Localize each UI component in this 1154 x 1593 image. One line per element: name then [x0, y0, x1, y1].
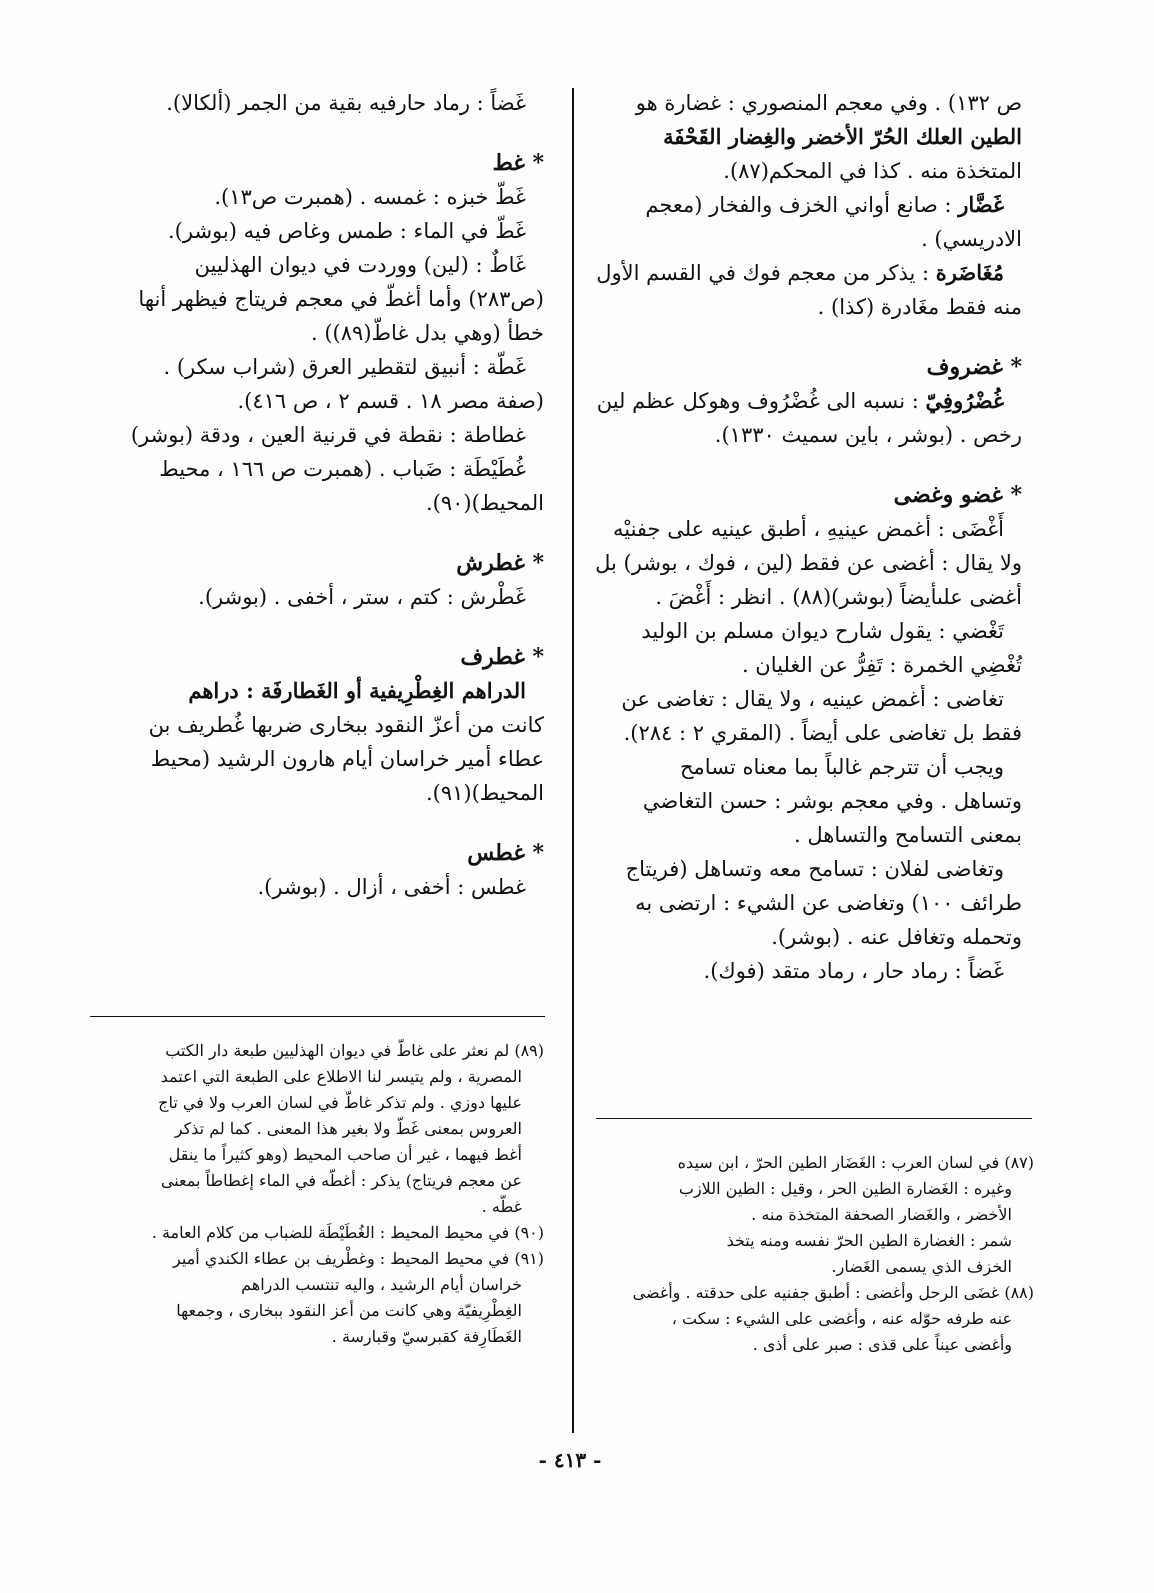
footnotes-right — [596, 1150, 1034, 1358]
entry-definition: : نسبه الى غُضْرُوف وهوكل عظم لين — [596, 389, 926, 413]
text-line: (ص٢٨٣) وأما أغطّ في معجم فريتاج فيظهر أنها — [138, 287, 544, 311]
text-line: غُطَيْطَة : ضَباب . (همبرت ص ١٦٦ ، محيط — [159, 457, 526, 481]
text-line: كانت من أعزّ النقود ببخارى ضربها غُطريف بن — [148, 713, 544, 737]
text-line: عطاء أمير خراسان أيام هارون الرشيد (محيط — [150, 747, 544, 771]
text-line: تغاضى : أغمض عينيه ، ولا يقال : تغاضى عن — [621, 687, 1004, 711]
text-line: غَطّ في الماء : طمس وغاص فيه (بوشر). — [167, 219, 526, 243]
text-line: تَغْضي : يقول شارح ديوان مسلم بن الوليد — [641, 619, 1004, 643]
text-line: طرائف ١٠٠) وتغاضى عن الشيء : ارتضى به — [635, 891, 1022, 915]
text-line: المتخذة منه . كذا في المحكم(٨٧). — [723, 159, 1022, 183]
root-heading: * غط — [492, 150, 544, 176]
text-line: غَضاً : رماد حارفيه بقية من الجمر (ألكالا). — [166, 91, 526, 115]
root-heading: * غطرش — [456, 550, 544, 576]
text-line: منه فقط مغَادرة (كذا) . — [817, 295, 1022, 319]
text-line: ص ١٣٢) . وفي معجم المنصوري : غضارة هو — [635, 91, 1022, 115]
footnote-line: العروس بمعنى غَطّ ولا بغير هذا المعنى . كما لم تذكر — [174, 1119, 522, 1138]
footnote-line: (٨٩) لم نعثر على غاطّ في ديوان الهذليين طبعة دار الكتب — [165, 1041, 544, 1060]
text-line: تُغْضِي الخمرة : تَفِرُّ عن الغليان . — [741, 653, 1022, 677]
text-line: غَطْرش : كتم ، ستر ، أخفى . (بوشر). — [198, 585, 526, 609]
text-line: غَطّ خبزه : غمسه . (همبرت ص١٣). — [214, 185, 526, 209]
text-line: ويجب أن تترجم غالباً بما معناه تسامح — [680, 755, 1004, 779]
text-line: (صفة مصر ١٨ . قسم ٢ ، ص ٤١٦). — [237, 389, 544, 413]
footnote-line: الخزف الذي يسمى الغَضار. — [831, 1257, 1012, 1276]
text-line: غَاطٌ : (لين) ووردت في ديوان الهذليين — [194, 253, 526, 277]
footnote-line: (٨٨) غضَى الرحل وأغضى : أطبق جفنيه على حدقته . وأغضى — [632, 1283, 1034, 1302]
text-line: فقط بل تغاضى على أيضاً . (المقري ٢ : ٢٨٤). — [623, 721, 1022, 745]
text-line: غطس : أخفى ، أزال . (بوشر). — [257, 875, 526, 899]
text-line: رخص . (بوشر ، باين سميث ١٣٣٠). — [714, 423, 1022, 447]
text-line: وتساهل . وفي معجم بوشر : حسن التغاضي — [642, 789, 1022, 813]
footnote-line: وغيره : الغَضارة الطين الحر ، وقيل : الطين اللازب — [678, 1179, 1012, 1198]
footnotes-left — [96, 1038, 544, 1350]
text-line: ولا يقال : أغضى عن فقط (لين ، فوك ، بوشر) بل — [595, 551, 1022, 575]
text-line: وتحمله وتغافل عنه . (بوشر). — [771, 925, 1022, 949]
entry-mughadara — [582, 256, 1022, 290]
right-column — [582, 86, 1022, 988]
page-number: - ٤١٣ - — [538, 1448, 602, 1472]
footnote-line: غطّه . — [481, 1197, 522, 1216]
text-line: وتغاضى لفلان : تسامح معه وتساهل (فريتاج — [625, 857, 1004, 881]
footnote-line: أغط فيهما ، غير أن صاحب المحيط (وهو كثيراً ما ينقل — [168, 1145, 522, 1164]
footnote-line: عنه طرفه حوّله عنه ، وأغضى على الشيء : سكت ، — [671, 1309, 1012, 1328]
text-line: خطأ (وهي بدل غاطّ(٨٩)) . — [311, 321, 544, 345]
entry-term: غُضْرُوفِيّ — [925, 388, 1004, 413]
text-line: المحيط)(٩٠). — [425, 491, 544, 515]
footnote-line: (٩١) في محيط المحيط : وغطْريف بن عطاء الكندي أمير — [173, 1249, 544, 1268]
entry-term: غَضَّار — [958, 192, 1004, 217]
footnote-line: عن معجم فريتاج) يذكر : أغطّه في الماء إغطاطاً بمعنى — [160, 1171, 522, 1190]
text-line: غَضاً : رماد حار ، رماد متقد (فوك). — [703, 959, 1004, 983]
left-column — [96, 86, 544, 904]
entry-definition: : صانع أواني الخزف والفخار (معجم — [645, 193, 959, 217]
footnote-line: خراسان أيام الرشيد ، واليه تنتسب الدراهم — [241, 1275, 522, 1294]
root-heading: * غضروف — [926, 354, 1022, 380]
footnote-divider — [90, 1016, 545, 1017]
text-line: الادريسي) . — [921, 227, 1022, 251]
text-line: المحيط)(٩١). — [425, 781, 544, 805]
entry-definition: : يذكر من معجم فوك في القسم الأول — [596, 261, 936, 285]
footnote-line: الأخضر ، والغَضار الصحفة المتخذة منه . — [751, 1205, 1012, 1224]
text-line: الدراهم الغِطْرِيفية أو الغَطارفَة : دراهم — [188, 678, 526, 703]
footnote-line: شمر : الغضارة الطين الحرّ نفسه ومنه يتخذ — [726, 1231, 1012, 1250]
footnote-line: المصرية ، ولم يتيسر لنا الاطلاع على الطبعة التي اعتمد — [160, 1067, 522, 1086]
footnote-line: الغِطْرِيفيّة وهي كانت من أعز النقود ببخارى ، وجمعها — [176, 1301, 522, 1320]
footnote-line: (٨٧) في لسان العرب : الغَضَار الطين الحرّ ، ابن سيده — [677, 1153, 1034, 1172]
root-heading: * غضو وغضى — [893, 482, 1022, 508]
text-line: غَطّة : أنبيق لتقطير العرق (شراب سكر) . — [163, 355, 526, 379]
text-line: الطين العلك الحُرّ الأخضر والغِضار القَحْفَة — [663, 124, 1022, 149]
text-line: أَغْضَى : أغمض عينيهِ ، أطبق عينيه على جفنيْه — [613, 517, 1004, 541]
text-line: بمعنى التسامح والتساهل . — [794, 823, 1022, 847]
entry-term: مُغَاضَرة — [935, 260, 1004, 285]
entry-ghudrufi — [582, 384, 1022, 418]
column-divider — [572, 88, 574, 1433]
entry-ghaddar — [582, 188, 1022, 222]
footnote-line: الغَطَارِفة كقبرسيّ وقبارسة . — [331, 1327, 522, 1346]
root-heading: * غطرف — [460, 644, 544, 670]
footnote-line: (٩٠) في محيط المحيط : الغُطَيْطَة للضباب من كلام العامة . — [151, 1223, 544, 1242]
text-line: أغضى علىأيضاً (بوشر)(٨٨) . انظر : أَغْضَ . — [655, 585, 1022, 609]
footnote-divider — [596, 1118, 1032, 1119]
root-heading: * غطس — [467, 840, 544, 866]
footnote-line: وأغضى عيناً على قذى : صبر على أذى . — [752, 1335, 1012, 1354]
text-line: غطاطة : نقطة في قرنية العين ، ودقة (بوشر) — [130, 423, 526, 447]
footnote-line: عليها دوزي . ولم تذكر غاطّ في لسان العرب ولا في تاج — [158, 1093, 522, 1112]
